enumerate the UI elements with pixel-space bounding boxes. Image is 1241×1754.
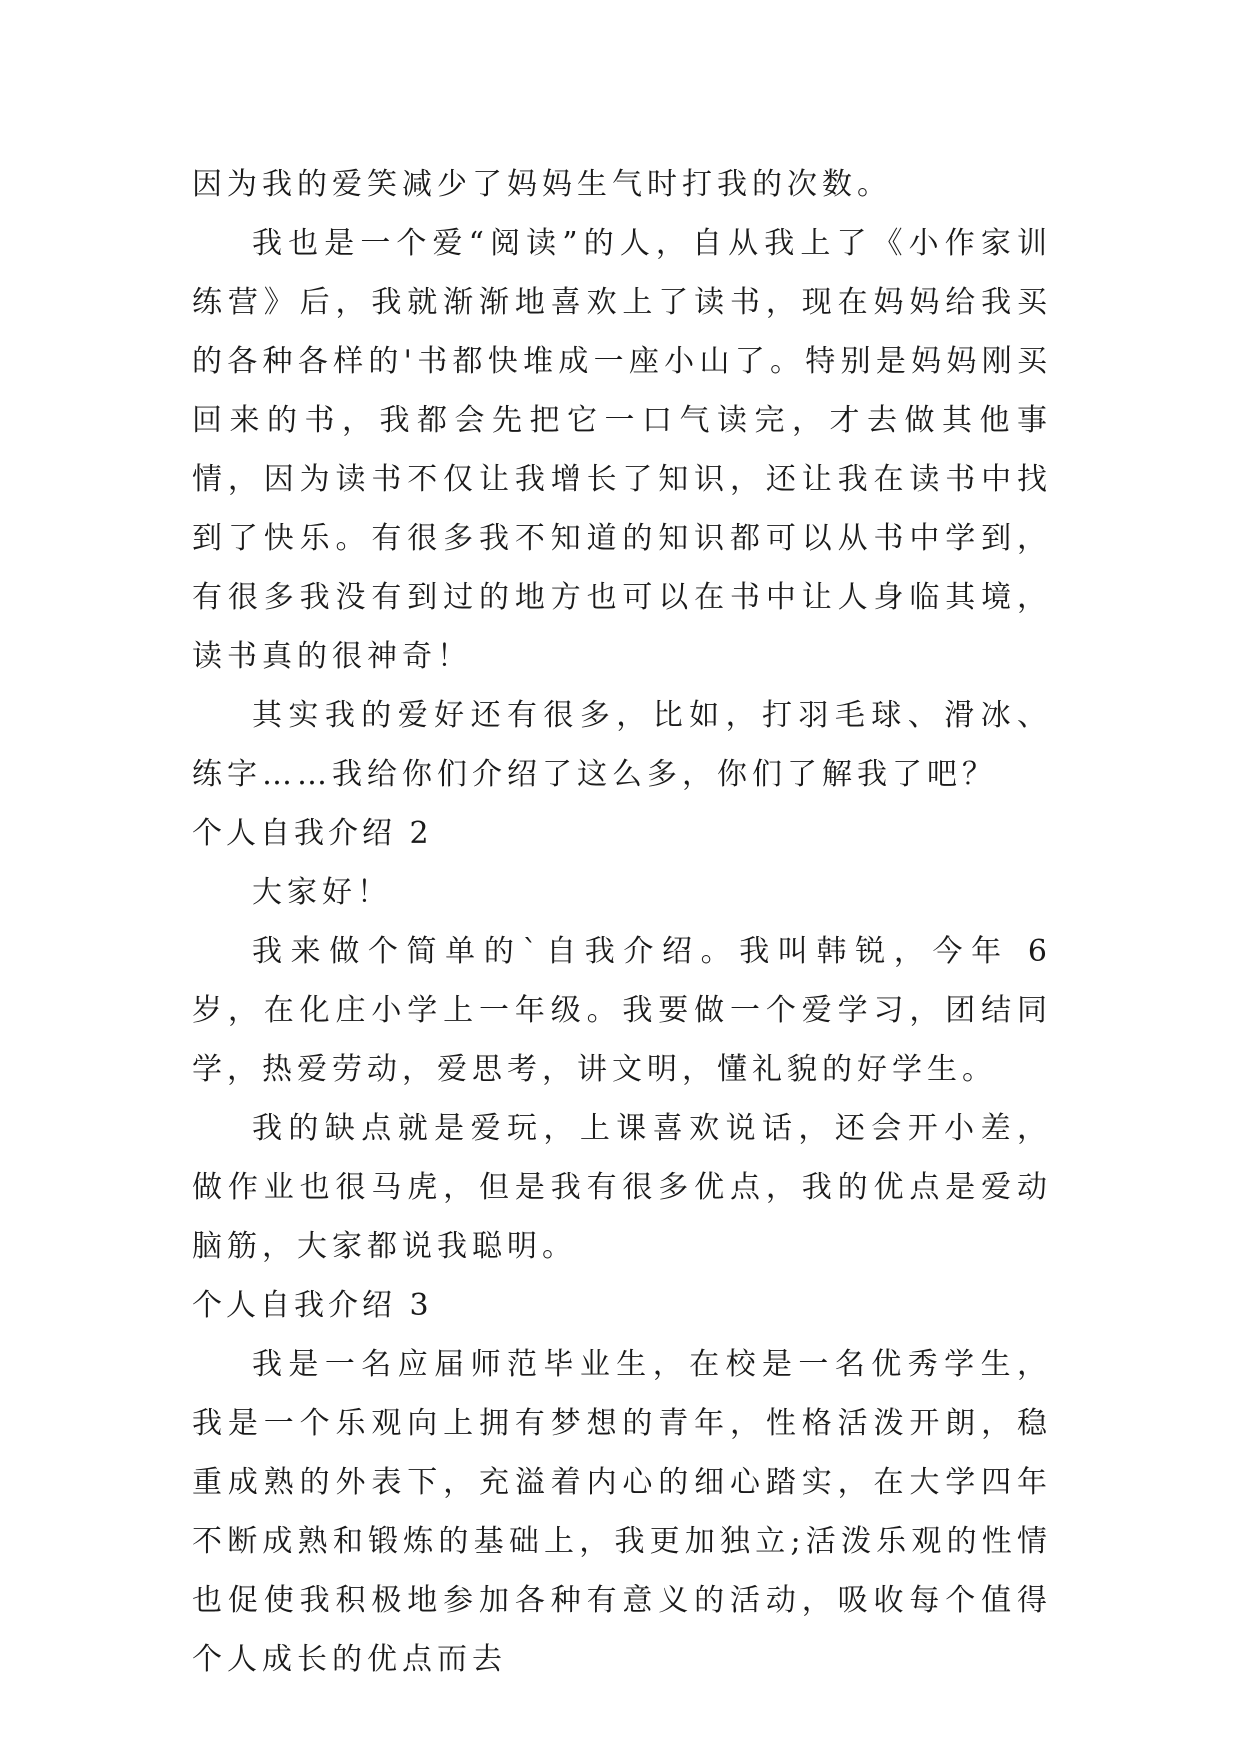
document-body bbox=[192, 155, 1067, 1689]
paragraph-graduate: 我是一名应届师范毕业生，在校是一名优秀学生，我是一个乐观向上拥有梦想的青年，性格活泼开朗，稳重成熟的外表下，充溢着内心的细心踏实，在大学四年不断成熟和锻炼的基础上，我更加独立;活泼乐观的性情也促使我积极地参加各种有意义的活动，吸收每个值得个人成长的优点而去 bbox=[192, 1347, 1052, 1677]
section-heading-2: 个人自我介绍 2 bbox=[192, 816, 433, 851]
paragraph-self-intro: 我来做个简单的`自我介绍。我叫韩锐，今年 6 岁，在化庄小学上一年级。我要做一个爱学习，团结同学，热爱劳动，爱思考，讲文明，懂礼貌的好学生。 bbox=[192, 934, 1067, 1087]
section-heading-3: 个人自我介绍 3 bbox=[192, 1288, 433, 1323]
paragraph-hobbies: 其实我的爱好还有很多，比如，打羽毛球、滑冰、练字……我给你们介绍了这么多，你们了解我了吧？ bbox=[192, 698, 1052, 792]
paragraph-reading: 我也是一个爱“阅读”的人，自从我上了《小作家训练营》后，我就渐渐地喜欢上了读书，现在妈妈给我买的各种各样的'书都快堆成一座小山了。特别是妈妈刚买回来的书，我都会先把它一口气读完，才去做其他事情，因为读书不仅让我增长了知识，还让我在读书中找到了快乐。有很多我不知道的知识都可以从书中学到，有很多我没有到过的地方也可以在书中让人身临其境，读书真的很神奇！ bbox=[192, 226, 1052, 674]
paragraph-shortcomings: 我的缺点就是爱玩，上课喜欢说话，还会开小差，做作业也很马虎，但是我有很多优点，我的优点是爱动脑筋，大家都说我聪明。 bbox=[192, 1111, 1052, 1264]
paragraph-1: 因为我的爱笑减少了妈妈生气时打我的次数。 bbox=[192, 167, 892, 202]
paragraph-greeting: 大家好！ bbox=[252, 875, 392, 910]
